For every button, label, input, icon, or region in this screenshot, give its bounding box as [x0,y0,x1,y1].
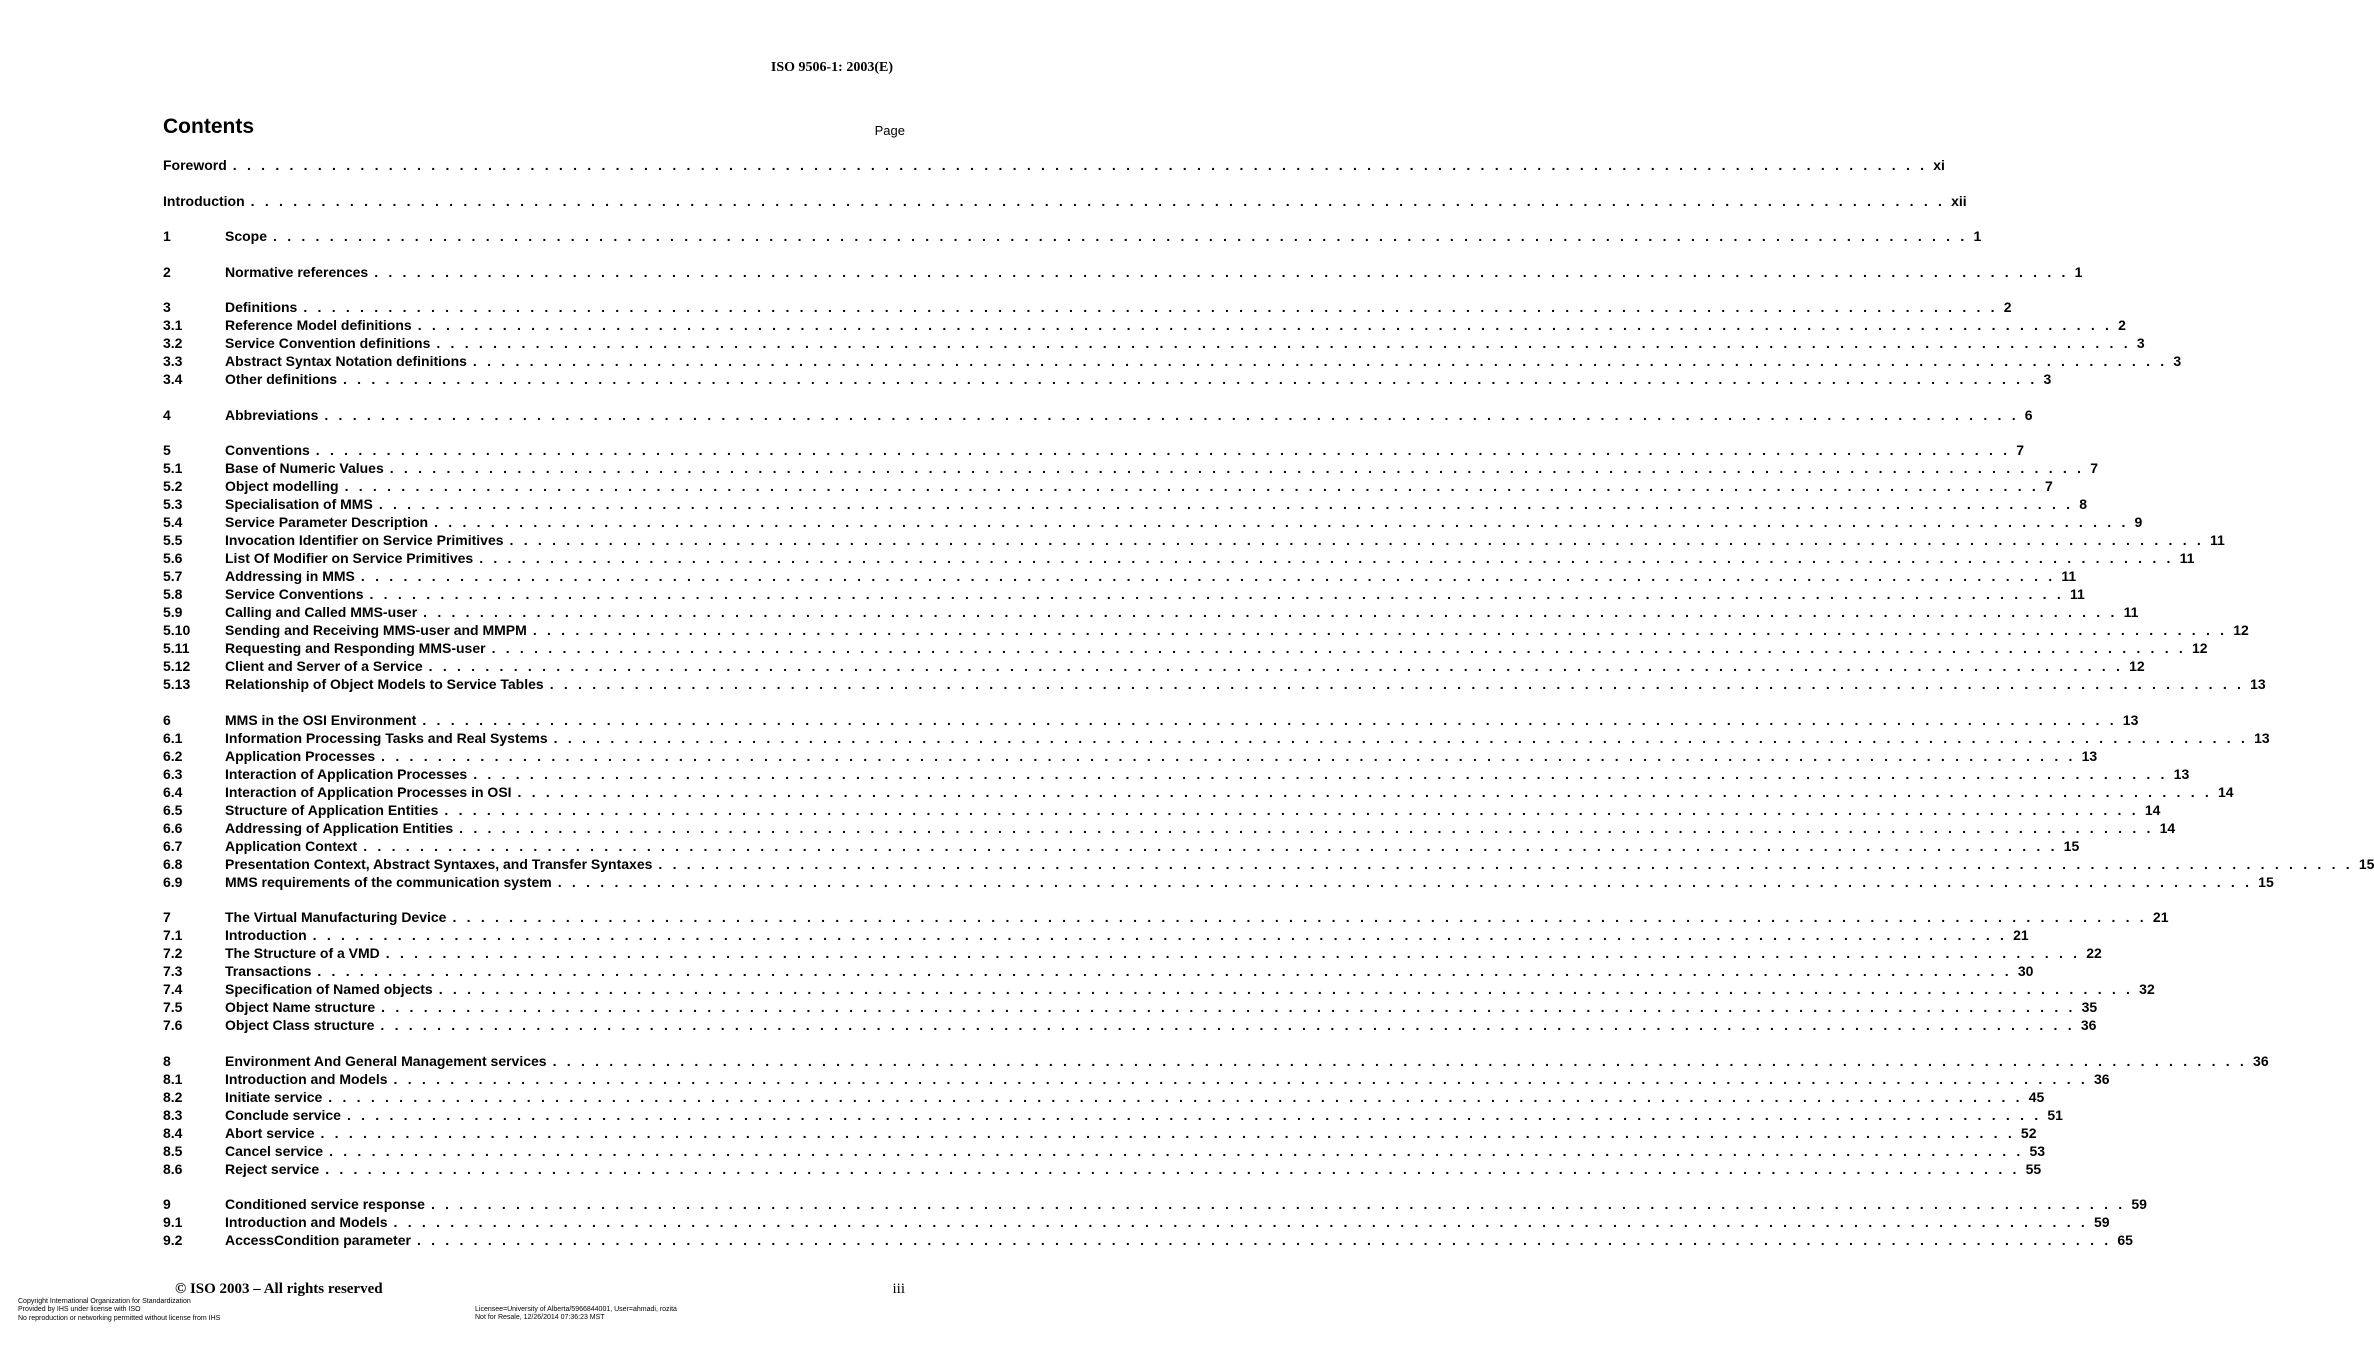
toc-entry[interactable] [163,621,2249,639]
toc-entry-page: 7 [2045,478,2053,494]
toc-dot-leader: . . . . . . . . . . . . . . . . . . . . . . . . . . . . . . . . . . . . . . . . . . . . . . . . . . . . . . . . . . . . . . . . . . . . . . . . . . . . . . . . . . . . . . . . . . . . . . . . . . . . . . . . . . . . . . . . . . . . . . . . [250,192,1946,209]
toc-entry[interactable] [163,675,2266,693]
toc-entry-title: Addressing of Application Entities [225,819,454,836]
toc-dot-leader: . . . . . . . . . . . . . . . . . . . . . . . . . . . . . . . . . . . . . . . . . . . . . . . . . . . . . . . . . . . . . . . . . . . . . . . . . . . . . . . . . . . . . . . . . . . . . . . . . . . . . . . . . . . . . . . . . . . . . . . . [428,658,2124,674]
toc-entry-number: 5.11 [163,640,190,656]
toc-entry-title: Introduction [163,192,245,209]
toc-entry-page: 65 [2117,1232,2133,1248]
toc-entry-number: 6.4 [163,783,183,800]
toc-entry-number: 5.13 [163,676,191,692]
toc-dot-leader: . . . . . . . . . . . . . . . . . . . . . . . . . . . . . . . . . . . . . . . . . . . . . . . . . . . . . . . . . . . . . . . . . . . . . . . . . . . . . . . . . . . . . . . . . . . . . . . . . . . . . . . . . . . . . . . . . . . . . . . . [438,981,2134,997]
toc-dot-leader: . . . . . . . . . . . . . . . . . . . . . . . . . . . . . . . . . . . . . . . . . . . . . . . . . . . . . . . . . . . . . . . . . . . . . . . . . . . . . . . . . . . . . . . . . . . . . . . . . . . . . . . . . . . . . . . . . . . . . . . . [381,999,2076,1015]
toc-entry-page: 53 [2029,1142,2046,1159]
toc-dot-leader: . . . . . . . . . . . . . . . . . . . . . . . . . . . . . . . . . . . . . . . . . . . . . . . . . . . . . . . . . . . . . . . . . . . . . . . . . . . . . . . . . . . . . . . . . . . . . . . . . . . . . . . . . . . . . . . . . . . . . . . . [473,765,2168,782]
toc-entry-number: 8.1 [163,1070,183,1087]
toc-entry-title: Application Context [225,837,358,854]
toc-dot-leader: . . . . . . . . . . . . . . . . . . . . . . . . . . . . . . . . . . . . . . . . . . . . . . . . . . . . . . . . . . . . . . . . . . . . . . . . . . . . . . . . . . . . . . . . . . . . . . . . . . . . . . . . . . . . . . . . . . . . . . . . [459,819,2154,836]
toc-entry-page: 11 [2069,586,2085,602]
toc-entry-title: Conventions [225,442,310,458]
toc-dot-leader: . . . . . . . . . . . . . . . . . . . . . . . . . . . . . . . . . . . . . . . . . . . . . . . . . . . . . . . . . . . . . . . . . . . . . . . . . . . . . . . . . . . . . . . . . . . . . . . . . . . . . . . . . . . . . . . . . . . . . . . . [378,496,2074,512]
toc-entry-number: 6.9 [163,873,183,890]
toc-entry-page: xii [1951,192,1967,209]
toc-dot-leader: . . . . . . . . . . . . . . . . . . . . . . . . . . . . . . . . . . . . . . . . . . . . . . . . . . . . . . . . . . . . . . . . . . . . . . . . . . . . . . . . . . . . . . . . . . . . . . . . . . . . . . . . . . . . . . . . . . . . . . . . [380,1017,2075,1033]
toc-dot-leader: . . . . . . . . . . . . . . . . . . . . . . . . . . . . . . . . . . . . . . . . . . . . . . . . . . . . . . . . . . . . . . . . . . . . . . . . . . . . . . . . . . . . . . . . . . . . . . . . . . . . . . . . . . . . . . . . . . . . . . . . [317,963,2012,979]
toc-entry[interactable] [163,1016,2097,1034]
toc-entry-number: 7.2 [163,945,183,961]
toc-entry-title: Structure of Application Entities [225,801,439,818]
toc-entry-number: 8 [163,1052,171,1069]
toc-dot-leader: . . . . . . . . . . . . . . . . . . . . . . . . . . . . . . . . . . . . . . . . . . . . . . . . . . . . . . . . . . . . . . . . . . . . . . . . . . . . . . . . . . . . . . . . . . . . . . . . . . . . . . . . . . . . . . . . . . . . . . . . [315,442,2011,458]
toc-entry-page: 7 [2016,442,2025,458]
toc-dot-leader: . . . . . . . . . . . . . . . . . . . . . . . . . . . . . . . . . . . . . . . . . . . . . . . . . . . . . . . . . . . . . . . . . . . . . . . . . . . . . . . . . . . . . . . . . . . . . . . . . . . . . . . . . . . . . . . . . . . . . . . . [343,371,2038,387]
toc-entry-number: 5.12 [163,658,191,674]
toc-entry-title: Service Conventions [225,586,364,602]
toc-entry-page: 12 [2233,622,2249,638]
toc-entry[interactable] [163,855,2374,873]
toc-entry-page: 14 [2144,801,2161,818]
toc-entry-number: 6.7 [163,837,183,854]
toc-entry-page: 45 [2028,1088,2045,1105]
toc-dot-leader: . . . . . . . . . . . . . . . . . . . . . . . . . . . . . . . . . . . . . . . . . . . . . . . . . . . . . . . . . . . . . . . . . . . . . . . . . . . . . . . . . . . . . . . . . . . . . . . . . . . . . . . . . . . . . . . . . . . . . . . . [434,514,2129,530]
toc-dot-leader: . . . . . . . . . . . . . . . . . . . . . . . . . . . . . . . . . . . . . . . . . . . . . . . . . . . . . . . . . . . . . . . . . . . . . . . . . . . . . . . . . . . . . . . . . . . . . . . . . . . . . . . . . . . . . . . . . . . . . . . . [344,478,2040,494]
toc-dot-leader: . . . . . . . . . . . . . . . . . . . . . . . . . . . . . . . . . . . . . . . . . . . . . . . . . . . . . . . . . . . . . . . . . . . . . . . . . . . . . . . . . . . . . . . . . . . . . . . . . . . . . . . . . . . . . . . . . . . . . . . . [328,1088,2023,1105]
toc-entry-title: Other definitions [225,371,337,387]
toc-dot-leader: . . . . . . . . . . . . . . . . . . . . . . . . . . . . . . . . . . . . . . . . . . . . . . . . . . . . . . . . . . . . . . . . . . . . . . . . . . . . . . . . . . . . . . . . . . . . . . . . . . . . . . . . . . . . . . . . . . . . . . . . [369,586,2064,602]
toc-dot-leader: . . . . . . . . . . . . . . . . . . . . . . . . . . . . . . . . . . . . . . . . . . . . . . . . . . . . . . . . . . . . . . . . . . . . . . . . . . . . . . . . . . . . . . . . . . . . . . . . . . . . . . . . . . . . . . . . . . . . . . . . [273,228,1968,244]
toc-entry-title: Specialisation of MMS [225,496,373,512]
license-notice-left [18,1298,220,1323]
toc-entry-title: Requesting and Responding MMS-user [225,640,486,656]
toc-entry[interactable] [163,1106,2063,1124]
toc-dot-leader: . . . . . . . . . . . . . . . . . . . . . . . . . . . . . . . . . . . . . . . . . . . . . . . . . . . . . . . . . . . . . . . . . . . . . . . . . . . . . . . . . . . . . . . . . . . . . . . . . . . . . . . . . . . . . . . . . . . . . . . . [452,909,2147,925]
toc-entry[interactable] [163,567,2077,585]
toc-entry-number: 6 [163,711,171,728]
toc-entry[interactable] [163,585,2085,603]
toc-entry-page: 12 [2192,640,2208,656]
toc-dot-leader: . . . . . . . . . . . . . . . . . . . . . . . . . . . . . . . . . . . . . . . . . . . . . . . . . . . . . . . . . . . . . . . . . . . . . . . . . . . . . . . . . . . . . . . . . . . . . . . . . . . . . . . . . . . . . . . . . . . . . . . . [417,317,2113,333]
toc-entry[interactable] [163,477,2053,495]
toc-entry-page: 15 [2258,873,2274,890]
toc-entry-page: 11 [2123,604,2139,620]
toc-entry-title: Specification of Named objects [225,981,433,997]
toc-entry-title: Invocation Identifier on Service Primitives [225,532,504,548]
toc-entry-page: 52 [2020,1124,2037,1141]
toc-entry-page: 11 [2179,550,2195,566]
toc-dot-leader: . . . . . . . . . . . . . . . . . . . . . . . . . . . . . . . . . . . . . . . . . . . . . . . . . . . . . . . . . . . . . . . . . . . . . . . . . . . . . . . . . . . . . . . . . . . . . . . . . . . . . . . . . . . . . . . . . . . . . . . . [416,1232,2112,1248]
toc-dot-leader: . . . . . . . . . . . . . . . . . . . . . . . . . . . . . . . . . . . . . . . . . . . . . . . . . . . . . . . . . . . . . . . . . . . . . . . . . . . . . . . . . . . . . . . . . . . . . . . . . . . . . . . . . . . . . . . . . . . . . . . . [491,640,2187,656]
toc-entry-number: 3.1 [163,317,183,333]
toc-entry-page: 13 [2250,676,2266,692]
toc-entry-number: 5.8 [163,586,183,602]
toc-entry-page: 7 [2090,460,2098,476]
toc-dot-leader: . . . . . . . . . . . . . . . . . . . . . . . . . . . . . . . . . . . . . . . . . . . . . . . . . . . . . . . . . . . . . . . . . . . . . . . . . . . . . . . . . . . . . . . . . . . . . . . . . . . . . . . . . . . . . . . . . . . . . . . . [479,550,2174,566]
toc-entry-page: 3 [2173,353,2182,369]
toc-entry-number: 5.4 [163,514,183,530]
toc-entry-number: 4 [163,406,171,423]
toc-dot-leader: . . . . . . . . . . . . . . . . . . . . . . . . . . . . . . . . . . . . . . . . . . . . . . . . . . . . . . . . . . . . . . . . . . . . . . . . . . . . . . . . . . . . . . . . . . . . . . . . . . . . . . . . . . . . . . . . . . . . . . . . [329,1142,2024,1159]
toc-dot-leader: . . . . . . . . . . . . . . . . . . . . . . . . . . . . . . . . . . . . . . . . . . . . . . . . . . . . . . . . . . . . . . . . . . . . . . . . . . . . . . . . . . . . . . . . . . . . . . . . . . . . . . . . . . . . . . . . . . . . . . . . [346,1106,2042,1123]
toc-entry-title: Object Name structure [225,999,376,1015]
toc-dot-leader: . . . . . . . . . . . . . . . . . . . . . . . . . . . . . . . . . . . . . . . . . . . . . . . . . . . . . . . . . . . . . . . . . . . . . . . . . . . . . . . . . . . . . . . . . . . . . . . . . . . . . . . . . . . . . . . . . . . . . . . . [385,945,2081,961]
toc-entry-title: Information Processing Tasks and Real Systems [225,729,548,746]
toc-entry-title: Object modelling [225,478,339,494]
toc-entry-page: 3 [2136,335,2145,351]
toc-dot-leader: . . . . . . . . . . . . . . . . . . . . . . . . . . . . . . . . . . . . . . . . . . . . . . . . . . . . . . . . . . . . . . . . . . . . . . . . . . . . . . . . . . . . . . . . . . . . . . . . . . . . . . . . . . . . . . . . . . . . . . . . [658,855,2353,872]
toc-entry[interactable] [163,441,2025,459]
toc-entry-number: 5 [163,442,171,458]
toc-dot-leader: . . . . . . . . . . . . . . . . . . . . . . . . . . . . . . . . . . . . . . . . . . . . . . . . . . . . . . . . . . . . . . . . . . . . . . . . . . . . . . . . . . . . . . . . . . . . . . . . . . . . . . . . . . . . . . . . . . . . . . . . [552,1052,2248,1069]
toc-entry-title: Foreword [163,157,227,173]
toc-entry-number: 9.1 [163,1214,183,1230]
toc-dot-leader: . . . . . . . . . . . . . . . . . . . . . . . . . . . . . . . . . . . . . . . . . . . . . . . . . . . . . . . . . . . . . . . . . . . . . . . . . . . . . . . . . . . . . . . . . . . . . . . . . . . . . . . . . . . . . . . . . . . . . . . . [312,927,2008,943]
toc-entry-number: 1 [163,228,171,244]
toc-entry-page: 51 [2047,1106,2063,1123]
toc-entry-page: 14 [2217,783,2234,800]
toc-entry-title: Introduction and Models [225,1070,388,1087]
toc-dot-leader: . . . . . . . . . . . . . . . . . . . . . . . . . . . . . . . . . . . . . . . . . . . . . . . . . . . . . . . . . . . . . . . . . . . . . . . . . . . . . . . . . . . . . . . . . . . . . . . . . . . . . . . . . . . . . . . . . . . . . . . . [532,622,2228,638]
toc-entry-page: 13 [2173,765,2190,782]
toc-dot-leader: . . . . . . . . . . . . . . . . . . . . . . . . . . . . . . . . . . . . . . . . . . . . . . . . . . . . . . . . . . . . . . . . . . . . . . . . . . . . . . . . . . . . . . . . . . . . . . . . . . . . . . . . . . . . . . . . . . . . . . . . [363,837,2058,854]
toc-entry[interactable] [163,352,2182,370]
toc-entry-title: The Structure of a VMD [225,945,380,961]
toc-entry-page: 59 [2093,1214,2110,1230]
toc-entry[interactable] [163,603,2139,621]
toc-entry-number: 5.10 [163,622,191,638]
toc-entry-number: 5.5 [163,532,183,548]
toc-entry-number: 7.3 [163,963,183,979]
table-of-contents [163,156,2374,1249]
toc-entry-title: Base of Numeric Values [225,460,384,476]
toc-entry-page: 1 [1973,228,1982,244]
toc-entry-number: 6.1 [163,729,183,746]
toc-entry[interactable] [163,944,2102,962]
toc-entry-title: List Of Modifier on Service Primitives [225,550,474,566]
toc-entry-title: Introduction [225,927,307,943]
toc-dot-leader: . . . . . . . . . . . . . . . . . . . . . . . . . . . . . . . . . . . . . . . . . . . . . . . . . . . . . . . . . . . . . . . . . . . . . . . . . . . . . . . . . . . . . . . . . . . . . . . . . . . . . . . . . . . . . . . . . . . . . . . . [389,460,2085,476]
toc-dot-leader: . . . . . . . . . . . . . . . . . . . . . . . . . . . . . . . . . . . . . . . . . . . . . . . . . . . . . . . . . . . . . . . . . . . . . . . . . . . . . . . . . . . . . . . . . . . . . . . . . . . . . . . . . . . . . . . . . . . . . . . . [422,711,2117,728]
license-notice-right [475,1306,677,1323]
toc-entry[interactable] [163,980,2155,998]
toc-entry-title: Addressing in MMS [225,568,355,584]
toc-entry[interactable] [163,549,2195,567]
toc-entry-page: 8 [2079,496,2088,512]
toc-entry-page: 22 [2086,945,2102,961]
toc-entry-page: 15 [2358,855,2374,872]
toc-entry-number: 8.2 [163,1088,183,1105]
page-number: iii [892,1281,905,1297]
toc-entry[interactable] [163,639,2208,657]
toc-entry[interactable] [163,370,2052,388]
toc-entry-title: Relationship of Object Models to Service Tables [225,676,544,692]
toc-entry[interactable] [163,316,2126,334]
license-line: No reproduction or networking permitted without license from IHS [18,1314,221,1322]
toc-entry[interactable] [163,406,2033,424]
toc-entry-page: 21 [2013,927,2029,943]
toc-entry-page: 2 [2118,317,2126,333]
toc-entry[interactable] [163,657,2145,675]
toc-dot-leader: . . . . . . . . . . . . . . . . . . . . . . . . . . . . . . . . . . . . . . . . . . . . . . . . . . . . . . . . . . . . . . . . . . . . . . . . . . . . . . . . . . . . . . . . . . . . . . . . . . . . . . . . . . . . . . . . . . . . . . . . [324,406,2019,423]
toc-entry-page: 13 [2081,747,2098,764]
toc-entry-number: 6.8 [163,855,183,872]
toc-entry[interactable] [163,711,2139,729]
toc-dot-leader: . . . . . . . . . . . . . . . . . . . . . . . . . . . . . . . . . . . . . . . . . . . . . . . . . . . . . . . . . . . . . . . . . . . . . . . . . . . . . . . . . . . . . . . . . . . . . . . . . . . . . . . . . . . . . . . . . . . . . . . . [381,747,2076,764]
toc-entry-page: 55 [2025,1160,2042,1177]
toc-entry-title: Initiate service [225,1088,323,1105]
toc-dot-leader: . . . . . . . . . . . . . . . . . . . . . . . . . . . . . . . . . . . . . . . . . . . . . . . . . . . . . . . . . . . . . . . . . . . . . . . . . . . . . . . . . . . . . . . . . . . . . . . . . . . . . . . . . . . . . . . . . . . . . . . . [557,873,2253,890]
toc-dot-leader: . . . . . . . . . . . . . . . . . . . . . . . . . . . . . . . . . . . . . . . . . . . . . . . . . . . . . . . . . . . . . . . . . . . . . . . . . . . . . . . . . . . . . . . . . . . . . . . . . . . . . . . . . . . . . . . . . . . . . . . . [444,801,2139,818]
toc-entry-page: 11 [2061,568,2077,584]
toc-entry-title: Reference Model definitions [225,317,412,333]
toc-entry-number: 5.2 [163,478,183,494]
toc-entry[interactable] [163,263,2083,281]
toc-entry-page: 21 [2152,909,2169,925]
toc-entry[interactable] [163,747,2098,765]
license-line: Copyright International Organization for Standardization [18,1298,191,1305]
toc-dot-leader: . . . . . . . . . . . . . . . . . . . . . . . . . . . . . . . . . . . . . . . . . . . . . . . . . . . . . . . . . . . . . . . . . . . . . . . . . . . . . . . . . . . . . . . . . . . . . . . . . . . . . . . . . . . . . . . . . . . . . . . . [393,1070,2088,1087]
toc-entry-title: Service Parameter Description [225,514,429,530]
toc-entry-page: 35 [2081,999,2098,1015]
toc-entry[interactable] [163,765,2190,783]
toc-entry-page: 9 [2134,514,2143,530]
toc-entry-title: Reject service [225,1160,320,1177]
toc-entry-number: 3 [163,299,171,315]
toc-entry-page: 12 [2129,658,2145,674]
toc-entry-page: 13 [2254,729,2270,746]
toc-entry-title: Definitions [225,299,298,315]
license-line: Not for Resale, 12/26/2014 07:36:23 MST [475,1314,605,1322]
toc-entry[interactable] [163,1088,2045,1106]
toc-entry[interactable] [163,873,2274,891]
toc-entry-number: 3.2 [163,335,183,351]
toc-entry-title: Conclude service [225,1106,341,1123]
toc-entry-number: 8.3 [163,1106,183,1123]
toc-entry-page: 36 [2093,1070,2110,1087]
toc-entry-title: Environment And General Management services [225,1052,547,1069]
toc-entry-title: Transactions [225,963,312,979]
toc-entry-page: 3 [2043,371,2052,387]
toc-entry-number: 5.7 [163,568,183,584]
toc-entry-title: Introduction and Models [225,1214,388,1230]
toc-dot-leader: . . . . . . . . . . . . . . . . . . . . . . . . . . . . . . . . . . . . . . . . . . . . . . . . . . . . . . . . . . . . . . . . . . . . . . . . . . . . . . . . . . . . . . . . . . . . . . . . . . . . . . . . . . . . . . . . . . . . . . . . [436,335,2131,351]
toc-entry-page: 32 [2139,981,2155,997]
toc-entry[interactable] [163,1231,2133,1249]
toc-entry-title: Scope [225,228,268,244]
toc-entry-page: xi [1933,157,1945,173]
toc-entry-page: 1 [2074,263,2083,280]
toc-entry[interactable] [163,1213,2110,1231]
toc-entry[interactable] [163,495,2088,513]
toc-dot-leader: . . . . . . . . . . . . . . . . . . . . . . . . . . . . . . . . . . . . . . . . . . . . . . . . . . . . . . . . . . . . . . . . . . . . . . . . . . . . . . . . . . . . . . . . . . . . . . . . . . . . . . . . . . . . . . . . . . . . . . . . [423,604,2118,620]
toc-entry-number: 8.4 [163,1124,183,1141]
toc-entry-page: 14 [2159,819,2176,836]
standard-identifier: ISO 9506-1: 2003(E) [770,60,893,75]
toc-entry-number: 7.6 [163,1017,183,1033]
copyright-notice: © ISO 2003 – All rights reserved [175,1281,383,1297]
toc-entry-number: 3.3 [163,353,183,369]
toc-dot-leader: . . . . . . . . . . . . . . . . . . . . . . . . . . . . . . . . . . . . . . . . . . . . . . . . . . . . . . . . . . . . . . . . . . . . . . . . . . . . . . . . . . . . . . . . . . . . . . . . . . . . . . . . . . . . . . . . . . . . . . . . [232,157,1928,173]
toc-entry[interactable] [163,1142,2046,1160]
toc-entry[interactable] [163,513,2143,531]
toc-entry-title: MMS requirements of the communication system [225,873,552,890]
toc-entry-page: 2 [2003,299,2012,315]
toc-entry-number: 8.6 [163,1160,183,1177]
toc-entry-number: 3.4 [163,371,183,387]
toc-entry[interactable] [163,729,2270,747]
toc-dot-leader: . . . . . . . . . . . . . . . . . . . . . . . . . . . . . . . . . . . . . . . . . . . . . . . . . . . . . . . . . . . . . . . . . . . . . . . . . . . . . . . . . . . . . . . . . . . . . . . . . . . . . . . . . . . . . . . . . . . . . . . . [303,299,1998,315]
toc-entry-number: 9 [163,1196,171,1212]
toc-entry[interactable] [163,801,2161,819]
toc-entry-title: Abstract Syntax Notation definitions [225,353,467,369]
toc-entry[interactable] [163,1070,2110,1088]
toc-entry-page: 13 [2122,711,2139,728]
toc-entry-page: 15 [2063,837,2080,854]
toc-entry[interactable] [163,1052,2269,1070]
toc-entry[interactable] [163,1195,2147,1213]
toc-entry-page: 6 [2024,406,2033,423]
toc-entry-title: Abort service [225,1124,315,1141]
toc-entry-number: 6.2 [163,747,183,764]
toc-entry-number: 7.1 [163,927,183,943]
toc-dot-leader: . . . . . . . . . . . . . . . . . . . . . . . . . . . . . . . . . . . . . . . . . . . . . . . . . . . . . . . . . . . . . . . . . . . . . . . . . . . . . . . . . . . . . . . . . . . . . . . . . . . . . . . . . . . . . . . . . . . . . . . . [360,568,2056,584]
toc-entry-number: 7.4 [163,981,183,997]
toc-entry[interactable] [163,531,2225,549]
toc-entry-page: 59 [2131,1196,2147,1212]
toc-entry-number: 5.6 [163,550,183,566]
toc-entry[interactable] [163,783,2234,801]
toc-entry[interactable] [163,1124,2037,1142]
toc-entry-title: Normative references [225,263,369,280]
toc-entry[interactable] [163,962,2034,980]
toc-entry[interactable] [163,1160,2042,1178]
toc-entry[interactable] [163,998,2098,1016]
toc-entry-number: 7.5 [163,999,183,1015]
toc-entry-title: Interaction of Application Processes in OSI [225,783,512,800]
toc-entry-number: 6.3 [163,765,183,782]
toc-entry-page: 36 [2080,1017,2097,1033]
toc-entry[interactable] [163,334,2145,352]
toc-entry-title: The Virtual Manufacturing Device [225,909,447,925]
toc-dot-leader: . . . . . . . . . . . . . . . . . . . . . . . . . . . . . . . . . . . . . . . . . . . . . . . . . . . . . . . . . . . . . . . . . . . . . . . . . . . . . . . . . . . . . . . . . . . . . . . . . . . . . . . . . . . . . . . . . . . . . . . . [472,353,2168,369]
toc-entry-title: Calling and Called MMS-user [225,604,418,620]
toc-entry-page: 36 [2253,1052,2269,1069]
toc-entry-title: Object Class structure [225,1017,375,1033]
toc-entry-number: 5.9 [163,604,183,620]
license-line: Provided by IHS under license with ISO [18,1306,141,1314]
toc-entry-title: Service Convention definitions [225,335,431,351]
toc-entry-number: 6.5 [163,801,183,818]
toc-entry[interactable] [163,298,2012,316]
toc-entry[interactable] [163,926,2029,944]
toc-entry-title: Application Processes [225,747,376,764]
toc-entry-title: Presentation Context, Abstract Syntaxes, and Transfer Syntaxes [225,855,653,872]
toc-entry-number: 2 [163,263,171,280]
toc-entry-number: 8.5 [163,1142,183,1159]
toc-entry-number: 7 [163,909,171,925]
page-column-label: Page [874,123,905,138]
toc-entry-title: Sending and Receiving MMS-user and MMPM [225,622,527,638]
toc-entry-title: Cancel service [225,1142,324,1159]
toc-entry[interactable] [163,192,1967,210]
toc-entry-title: Interaction of Application Processes [225,765,468,782]
toc-entry-title: Abbreviations [225,406,319,423]
toc-entry-number: 5.3 [163,496,183,512]
toc-entry-number: 5.1 [163,460,183,476]
toc-entry-title: Conditioned service response [225,1196,425,1212]
toc-entry-title: MMS in the OSI Environment [225,711,417,728]
toc-dot-leader: . . . . . . . . . . . . . . . . . . . . . . . . . . . . . . . . . . . . . . . . . . . . . . . . . . . . . . . . . . . . . . . . . . . . . . . . . . . . . . . . . . . . . . . . . . . . . . . . . . . . . . . . . . . . . . . . . . . . . . . . [393,1214,2088,1230]
toc-entry-number: 9.2 [163,1232,183,1248]
toc-entry[interactable] [163,156,1945,174]
toc-dot-leader: . . . . . . . . . . . . . . . . . . . . . . . . . . . . . . . . . . . . . . . . . . . . . . . . . . . . . . . . . . . . . . . . . . . . . . . . . . . . . . . . . . . . . . . . . . . . . . . . . . . . . . . . . . . . . . . . . . . . . . . . [509,532,2204,548]
toc-entry-title: Client and Server of a Service [225,658,423,674]
toc-entry-number: 6.6 [163,819,183,836]
toc-entry[interactable] [163,908,2169,926]
toc-dot-leader: . . . . . . . . . . . . . . . . . . . . . . . . . . . . . . . . . . . . . . . . . . . . . . . . . . . . . . . . . . . . . . . . . . . . . . . . . . . . . . . . . . . . . . . . . . . . . . . . . . . . . . . . . . . . . . . . . . . . . . . . [549,676,2245,692]
toc-dot-leader: . . . . . . . . . . . . . . . . . . . . . . . . . . . . . . . . . . . . . . . . . . . . . . . . . . . . . . . . . . . . . . . . . . . . . . . . . . . . . . . . . . . . . . . . . . . . . . . . . . . . . . . . . . . . . . . . . . . . . . . . [320,1124,2015,1141]
toc-entry-page: 30 [2017,963,2034,979]
toc-dot-leader: . . . . . . . . . . . . . . . . . . . . . . . . . . . . . . . . . . . . . . . . . . . . . . . . . . . . . . . . . . . . . . . . . . . . . . . . . . . . . . . . . . . . . . . . . . . . . . . . . . . . . . . . . . . . . . . . . . . . . . . . [517,783,2212,800]
toc-dot-leader: . . . . . . . . . . . . . . . . . . . . . . . . . . . . . . . . . . . . . . . . . . . . . . . . . . . . . . . . . . . . . . . . . . . . . . . . . . . . . . . . . . . . . . . . . . . . . . . . . . . . . . . . . . . . . . . . . . . . . . . . [374,263,2069,280]
toc-dot-leader: . . . . . . . . . . . . . . . . . . . . . . . . . . . . . . . . . . . . . . . . . . . . . . . . . . . . . . . . . . . . . . . . . . . . . . . . . . . . . . . . . . . . . . . . . . . . . . . . . . . . . . . . . . . . . . . . . . . . . . . . [325,1160,2020,1177]
page-title: Contents [163,115,254,138]
toc-entry[interactable] [163,459,2098,477]
toc-dot-leader: . . . . . . . . . . . . . . . . . . . . . . . . . . . . . . . . . . . . . . . . . . . . . . . . . . . . . . . . . . . . . . . . . . . . . . . . . . . . . . . . . . . . . . . . . . . . . . . . . . . . . . . . . . . . . . . . . . . . . . . . [553,729,2249,746]
toc-entry-page: 11 [2209,532,2225,548]
toc-entry[interactable] [163,819,2176,837]
toc-entry[interactable] [163,227,1982,245]
toc-dot-leader: . . . . . . . . . . . . . . . . . . . . . . . . . . . . . . . . . . . . . . . . . . . . . . . . . . . . . . . . . . . . . . . . . . . . . . . . . . . . . . . . . . . . . . . . . . . . . . . . . . . . . . . . . . . . . . . . . . . . . . . . [430,1196,2126,1212]
toc-entry[interactable] [163,837,2080,855]
toc-entry-title: AccessCondition parameter [225,1232,411,1248]
license-line: Licensee=University of Alberta/5966844001, User=ahmadi, rozita [475,1306,677,1313]
